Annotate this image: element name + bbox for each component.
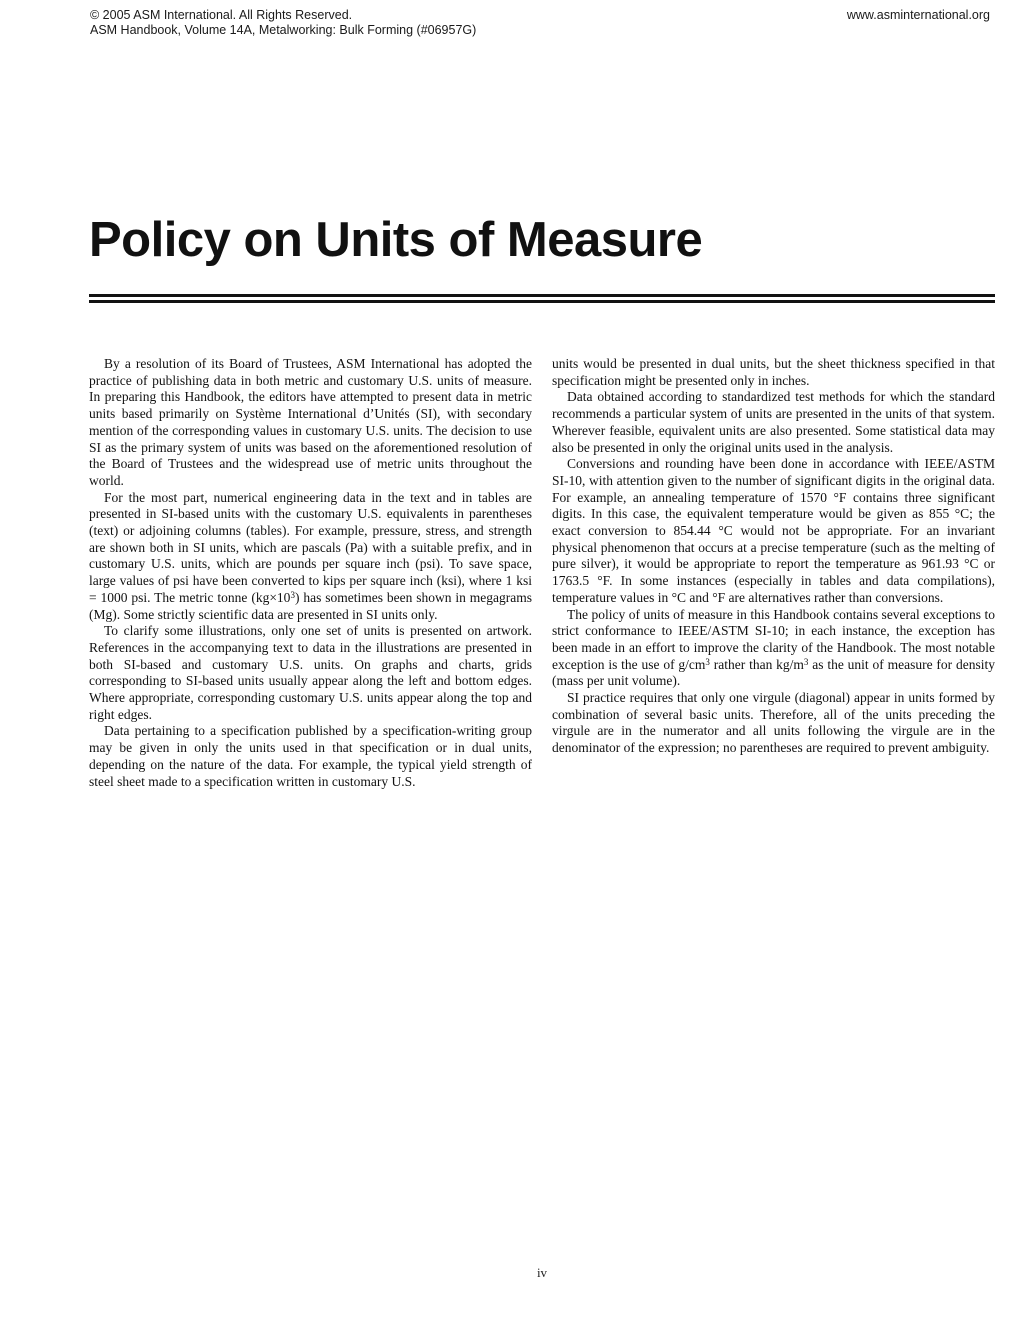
paragraph-text: For the most part, numerical engineering data in the text and in tables are presented in SI-based units with the customary U.S. equivalents in parentheses (text) or adjoining columns (tables). For example, pressure, stress, and strength are shown both in SI units, which are pascals (Pa) with a suitable prefix, and in customary U.S. units, which are pounds per square inch (psi). To save space, large values of psi have been converted to kips per square inch (ksi), where 1 ksi = 1000 psi. The metric tonne (kg×10 <box>89 489 532 605</box>
page-header <box>90 8 476 38</box>
website-link[interactable]: www.asminternational.org <box>846 8 990 22</box>
title-divider-top <box>89 294 995 297</box>
paragraph-specifications: Data pertaining to a specification published by a specification-writing group may be given in only the units used in that specification or in dual units, depending on the nature of the data. For example, the typical yield strength of steel sheet made to a specification written in customary U.S. <box>89 723 532 789</box>
page-number: iv <box>536 1265 548 1280</box>
paragraph-text: ) has sometimes been shown in megagrams (Mg). Some strictly scientific data are presented in SI units only. <box>89 589 532 622</box>
publication-info: ASM Handbook, Volume 14A, Metalworking: Bulk Forming (#06957G) <box>90 23 477 37</box>
left-column <box>89 356 532 790</box>
right-column <box>552 356 995 757</box>
copyright-notice: © 2005 ASM International. All Rights Reserved. <box>90 8 353 22</box>
paragraph-text: The policy of units of measure in this Handbook contains several exceptions to strict conformance to IEEE/ASTM SI-10; in each instance, the exception has been made in an effort to improve the clarity of the Handbook. The most notable exception is the use of g/cm <box>552 606 995 672</box>
paragraph-si-practice: SI practice requires that only one virgule (diagonal) appear in units formed by combination of several basic units. Therefore, all of the units preceding the virgule are in the numerator and all units following the virgule are in the denominator of the expression; no parentheses are required to prevent ambiguity. <box>552 690 995 756</box>
paragraph-text: rather than kg/m <box>709 656 804 672</box>
paragraph-illustrations: To clarify some illustrations, only one set of units is presented on artwork. References in the accompanying text to data in the illustrations are presented in both SI-based and customary U.S. units. On graphs and charts, grids corresponding to SI-based units usually appear along the left and bottom edges. Where appropriate, corresponding customary U.S. units appear along the top and right edges. <box>89 623 532 722</box>
superscript: 3 <box>705 656 710 667</box>
superscript: 3 <box>803 656 809 667</box>
superscript: 3 <box>290 589 295 600</box>
paragraph-exceptions <box>552 607 995 691</box>
paragraph-text: as the unit of measure for density (mass per unit volume). <box>552 656 995 689</box>
paragraph-specifications-continued: units would be presented in dual units, but the sheet thickness specified in that specification might be presented only in inches. <box>552 356 995 388</box>
paragraph-conversions: Conversions and rounding have been done in accordance with IEEE/ASTM SI-10, with attention given to the number of significant digits in the original data. For example, an annealing temperature of 1570 °F contains three significant digits. In this case, the equivalent temperature would be given as 855 °C; the exact conversion to 854.44 °C would not be appropriate. For an invariant physical phenomenon that occurs at a precise temperature (such as the melting of pure silver), it would be appropriate to report the temperature as 961.93 °C or 1763.5 °F. In some instances (especially in tables and data compilations), temperature values in °C and °F are alternatives rather than conversions. <box>552 456 995 605</box>
paragraph-test-methods: Data obtained according to standardized test methods for which the standard recommends a particular system of units are presented in the units of that system. Wherever feasible, equivalent units are also presented. Some statistical data may also be presented in only the original units used in the analysis. <box>552 389 995 455</box>
page-title: Policy on Units of Measure <box>89 213 703 267</box>
title-divider-bottom <box>89 300 995 303</box>
paragraph-resolution: By a resolution of its Board of Trustees, ASM International has adopted the practice of publishing data in both metric and customary U.S. units of measure. In preparing this Handbook, the editors have attempted to present data in metric units based primarily on Système International d’Unités (SI), with secondary mention of the corresponding values in customary U.S. units. The decision to use SI as the primary system of units was based on the aforementioned resolution of the Board of Trustees and the widespread use of metric units throughout the world. <box>89 356 532 488</box>
paragraph-numerical-data <box>89 490 532 624</box>
